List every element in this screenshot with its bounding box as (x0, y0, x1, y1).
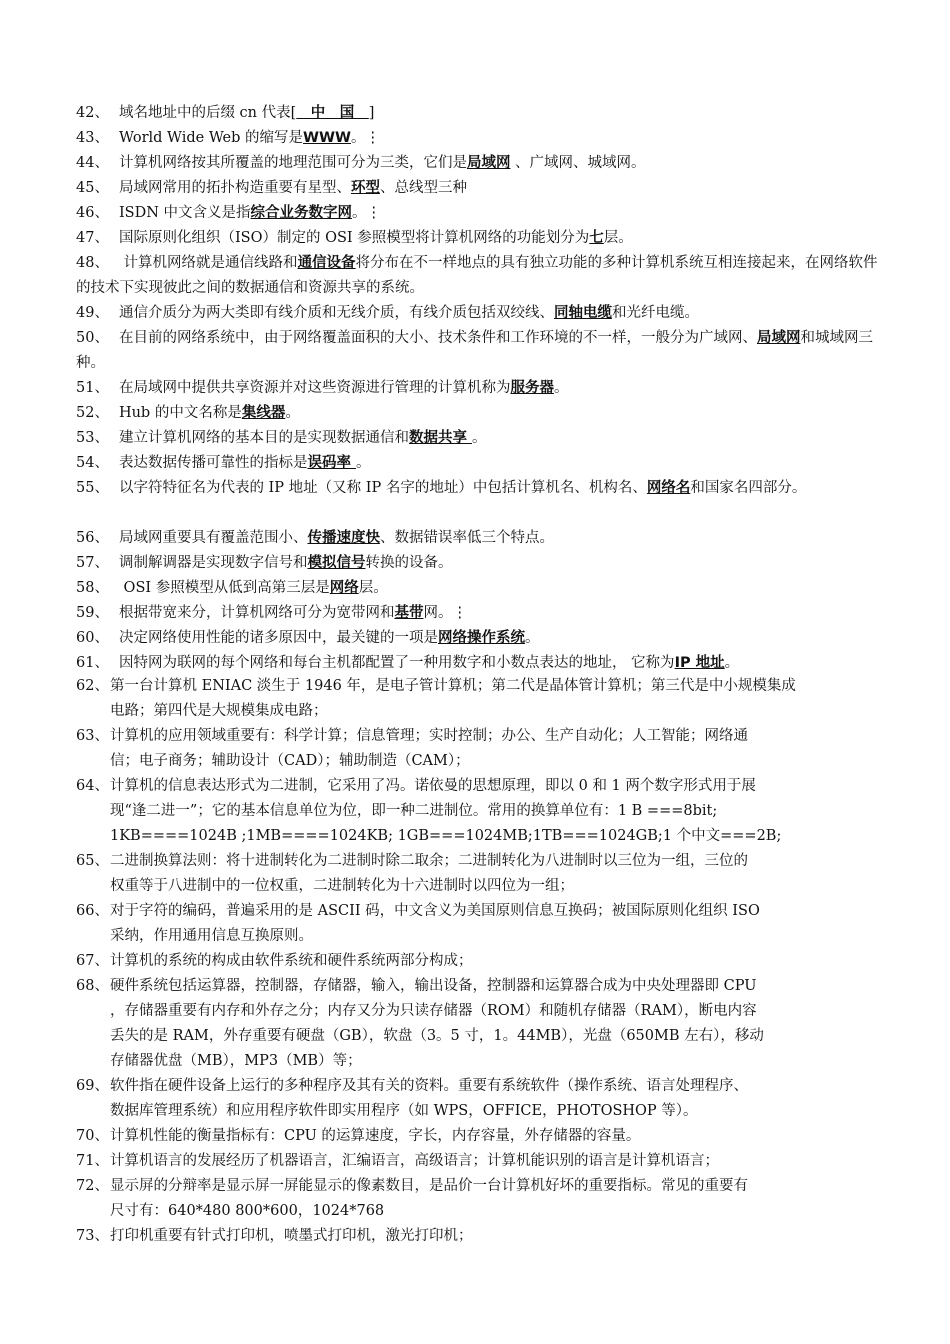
question-item (76, 326, 882, 376)
item-number: 65、 (76, 853, 109, 869)
answer-text: 同轴电缆 (553, 305, 612, 321)
item-number: 47、 (76, 230, 109, 246)
item-line: 计算机的应用领域重要有：科学计算；信息管理；实时控制；办公、生产自动化；人工智能；网络通 (110, 728, 748, 744)
item-number: 72、 (76, 1178, 109, 1194)
item-number: 50、 (76, 330, 109, 346)
item-number: 59、 (76, 605, 109, 621)
item-line: 尺寸有：640*480 800*600，1024*768 (110, 1203, 385, 1219)
answer-text: 模拟信号 (307, 555, 366, 571)
item-line: 采纳，作用通用信息互换原则。 (110, 928, 313, 944)
question-item (76, 451, 882, 476)
item-line: 显示屏的分辩率是显示屏一屏能显示的像素数目，是品价一台计算机好坏的重要指标。常见的重要有 (110, 1178, 748, 1194)
item-text: 因特网为联网的每个网络和每台主机都配置了一种用数字和小数点表达的地址， 它称为 (118, 655, 675, 671)
item-text-tail: 。 (285, 405, 300, 421)
answer-text: 数据共享 (408, 430, 473, 446)
item-number: 54、 (76, 455, 109, 471)
item-line: 计算机性能的衡量指标有：CPU 的运算速度，字长，内存容量，外存储器的容量。 (110, 1128, 641, 1144)
item-line: 计算机的系统的构成由软件系统和硬件系统两部分构成； (110, 953, 473, 969)
item-line: 电路；第四代是大规模集成电路； (110, 703, 328, 719)
item-number: 53、 (76, 430, 109, 446)
question-item (76, 476, 882, 501)
item-text-tail: 。 (553, 380, 569, 396)
list-item (76, 1074, 882, 1124)
list-item (76, 974, 882, 1074)
item-number: 67、 (76, 953, 109, 969)
item-number: 70、 (76, 1128, 109, 1144)
item-number: 48、 (76, 255, 109, 271)
item-text-tail: 和城域网三种。 (76, 330, 873, 371)
list-item (76, 724, 882, 774)
answer-text: 集线器 (241, 405, 286, 421)
item-text: 决定网络使用性能的诸多原因中，最关键的一项是 (118, 630, 438, 646)
item-text: 根据带宽来分，计算机网络可分为宽带网和 (118, 605, 395, 621)
item-number: 64、 (76, 778, 109, 794)
item-text-tail: 和国家名四部分。 (690, 480, 807, 496)
item-line: 权重等于八进制中的一位权重，二进制转化为十六进制时以四位为一组； (110, 878, 574, 894)
list-item (76, 1224, 882, 1249)
list-item (76, 1174, 882, 1224)
question-item (76, 526, 882, 551)
item-number: 45、 (76, 180, 109, 196)
item-line: 硬件系统包括运算器，控制器，存储器，输入，输出设备，控制器和运算器合成为中央处理器即 CPU (110, 978, 757, 994)
question-item (76, 251, 882, 301)
item-text: 以字符特征名为代表的 IP 地址（又称 IP 名字的地址）中包括计算机名、机构名、 (118, 480, 647, 496)
item-text: 通信介质分为两大类即有线介质和无线介质，有线介质包括双绞线、 (118, 305, 554, 321)
item-text-tail: 和光纤电缆。 (611, 305, 699, 321)
answer-text: 局域网 (756, 330, 801, 346)
item-line: 信；电子商务；辅助设计（CAD）；辅助制造（CAM）； (110, 753, 470, 769)
item-text-tail: 、总线型三种 (379, 180, 467, 196)
item-number: 68、 (76, 978, 109, 994)
item-number: 66、 (76, 903, 109, 919)
item-text-tail: 。⋮ (352, 205, 382, 221)
question-item (76, 626, 882, 651)
item-line: 丢失的是 RAM，外存重要有硬盘（GB），软盘（3。5 寸，1。44MB），光盘（650MB 左右），移动 (110, 1028, 764, 1044)
list-item (76, 774, 882, 849)
item-text: 表达数据传播可靠性的指标是 (118, 455, 308, 471)
item-number: 49、 (76, 305, 109, 321)
question-item (76, 226, 882, 251)
item-text-tail: 、数据错误率低三个特点。 (379, 530, 554, 546)
answer-text: 网络操作系统 (437, 630, 525, 646)
item-text-tail: 转换的设备。 (365, 555, 453, 571)
item-number: 44、 (76, 155, 109, 171)
answer-text: 中 国 (296, 105, 369, 121)
answer-text: 综合业务数字网 (250, 205, 353, 221)
item-text: 在目前的网络系统中，由于网络覆盖面积的大小、技术条件和工作环境的不一样，一般分为广域网、 (118, 330, 757, 346)
item-text-tail: 。 (356, 455, 371, 471)
item-text: 在局域网中提供共享资源并对这些资源进行管理的计算机称为 (118, 380, 511, 396)
list-item (76, 674, 882, 724)
item-text: World Wide Web 的缩写是 (118, 130, 304, 146)
item-text: OSI 参照模型从低到高第三层是 (118, 580, 330, 596)
item-number: 43、 (76, 130, 109, 146)
answer-text: 误码率 (307, 455, 357, 471)
question-item (76, 376, 882, 401)
question-item (76, 601, 882, 626)
item-line: 打印机重要有针式打印机，喷墨式打印机，激光打印机； (110, 1228, 473, 1244)
item-text-tail: 网。⋮ (423, 605, 467, 621)
answer-text: IP 地址 (674, 655, 725, 671)
item-line: 二进制换算法则：将十进制转化为二进制时除二取余；二进制转化为八进制时以三位为一组，三位的 (110, 853, 748, 869)
item-text: 局域网常用的拓扑构造重要有星型、 (118, 180, 351, 196)
item-line: 对于字符的编码，普遍采用的是 ASCII 码，中文含义为美国原则信息互换码；被国际原则化组织 ISO (110, 903, 760, 919)
answer-text: WWW (303, 130, 351, 146)
item-number: 60、 (76, 630, 109, 646)
item-text-tail: ] (368, 105, 375, 121)
answer-text: 传播速度快 (307, 530, 380, 546)
item-text: 局域网重要具有覆盖范围小、 (118, 530, 308, 546)
item-line: 软件指在硬件设备上运行的多种程序及其有关的资料。重要有系统软件（操作系统、语言处理程序、 (110, 1078, 748, 1094)
item-text: 域名地址中的后缀 cn 代表[ (118, 105, 297, 121)
item-text: 国际原则化组织（ISO）制定的 OSI 参照模型将计算机网络的功能划分为 (118, 230, 590, 246)
item-text: Hub 的中文名称是 (118, 405, 242, 421)
item-text: 计算机网络就是通信线路和 (118, 255, 298, 271)
question-item (76, 426, 882, 451)
question-item (76, 576, 882, 601)
item-line: 现“逢二进一”；它的基本信息单位为位，即一种二进制位。常用的换算单位有：1 B ===8bit; (110, 803, 718, 819)
question-item (76, 176, 882, 201)
item-number: 58、 (76, 580, 109, 596)
item-text: 调制解调器是实现数字信号和 (118, 555, 308, 571)
item-line: ，存储器重要有内存和外存之分；内存又分为只读存储器（ROM）和随机存储器（RAM），断电内容 (110, 1003, 757, 1019)
question-item (76, 551, 882, 576)
item-number: 52、 (76, 405, 109, 421)
question-item (76, 401, 882, 426)
list-item (76, 849, 882, 899)
item-line: 计算机的信息表达形式为二进制，它采用了冯。诺依曼的思想原理，即以 0 和 1 两个数字形式用于展 (110, 778, 756, 794)
question-item (76, 651, 882, 676)
item-text-tail: 。 (524, 630, 540, 646)
item-number: 42、 (76, 105, 109, 121)
item-text-tail: 将分布在不一样地点的具有独立功能的多种计算机系统互相连接起来，在网络软件的技术下实现彼此之间的数据通信和资源共享的系统。 (76, 255, 878, 296)
item-number: 71、 (76, 1153, 109, 1169)
item-line: 计算机语言的发展经历了机器语言，汇编语言，高级语言；计算机能识别的语言是计算机语言； (110, 1153, 719, 1169)
item-number: 73、 (76, 1228, 109, 1244)
list-item (76, 949, 882, 974)
item-text-tail: 。⋮ (351, 130, 380, 146)
question-item (76, 201, 882, 226)
question-item (76, 101, 882, 126)
answer-text: 通信设备 (297, 255, 356, 271)
item-line: 存储器优盘（MB），MP3（MB）等； (110, 1053, 362, 1069)
item-number: 69、 (76, 1078, 109, 1094)
answer-text: 环型 (350, 180, 380, 196)
answer-text: 基带 (394, 605, 424, 621)
question-item (76, 126, 882, 151)
item-line: 1KB====1024B ;1MB====1024KB; 1GB===1024MB;1TB===1024GB;1 个中文===2B; (110, 828, 782, 844)
item-number: 63、 (76, 728, 109, 744)
answer-text: 局域网 (466, 155, 511, 171)
item-line: 数据库管理系统）和应用程序软件即实用程序（如 WPS，OFFICE，PHOTOSHOP 等）。 (110, 1103, 698, 1119)
answer-text: 网络名 (646, 480, 691, 496)
item-text-tail: 层。 (358, 580, 388, 596)
item-text: ISDN 中文含义是指 (118, 205, 251, 221)
answer-text: 服务器 (510, 380, 554, 396)
list-item (76, 1149, 882, 1174)
item-number: 55、 (76, 480, 109, 496)
item-number: 51、 (76, 380, 109, 396)
item-number: 62、 (76, 678, 109, 694)
list-item (76, 899, 882, 949)
item-number: 61、 (76, 655, 109, 671)
item-text-tail: 层。 (603, 230, 633, 246)
item-number: 46、 (76, 205, 109, 221)
item-text-tail: 。 (724, 655, 740, 671)
list-item (76, 1124, 882, 1149)
answer-text: 网络 (329, 580, 359, 596)
answer-text: 七 (589, 230, 604, 246)
item-text: 计算机网络按其所覆盖的地理范围可分为三类，它们是 (118, 155, 467, 171)
item-text: 建立计算机网络的基本目的是实现数据通信和 (118, 430, 409, 446)
item-text-tail: 。 (472, 430, 487, 446)
item-number: 56、 (76, 530, 109, 546)
question-item (76, 151, 882, 176)
item-text-tail: 、广域网、城域网。 (510, 155, 646, 171)
item-number: 57、 (76, 555, 109, 571)
question-item (76, 301, 882, 326)
item-line: 第一台计算机 ENIAC 淡生于 1946 年，是电子管计算机；第二代是晶体管计算机；第三代是中小规模集成 (110, 678, 796, 694)
